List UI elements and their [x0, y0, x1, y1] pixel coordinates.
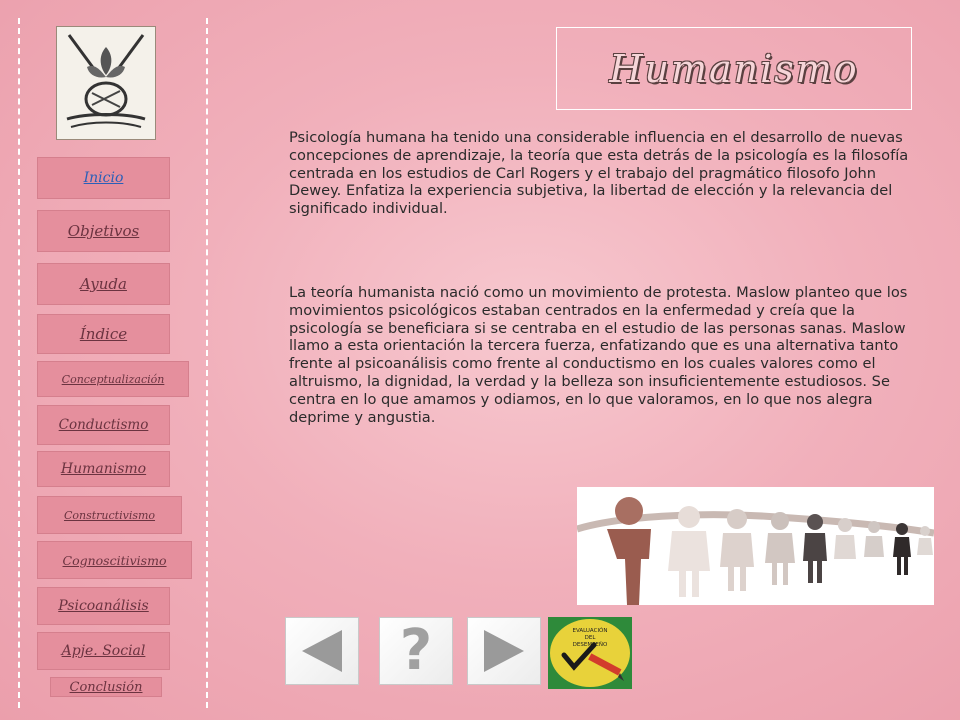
nav-ayuda[interactable]: Ayuda [37, 263, 170, 305]
paper-doll-chain [577, 487, 934, 605]
nav-apje-social[interactable]: Apje. Social [37, 632, 170, 670]
help-icon: ? [399, 618, 433, 683]
people-chain-image [577, 487, 934, 605]
nav-conductismo[interactable]: Conductismo [37, 405, 170, 445]
nav-cognoscitivismo[interactable]: Cognoscitivismo [37, 541, 192, 579]
nav-humanismo[interactable]: Humanismo [37, 451, 170, 487]
triangle-right-icon [474, 624, 534, 678]
nav-objetivos[interactable]: Objetivos [37, 210, 170, 252]
badge-line-3: DESEMPEÑO [572, 642, 608, 648]
back-button[interactable] [285, 617, 359, 685]
badge-line-2: DEL [584, 635, 596, 641]
page-title: Humanismo [609, 46, 859, 91]
paragraph-maslow: La teoría humanista nació como un movimiento de protesta. Maslow planteo que los movimientos psicológicos estaban centrados en la enfermedad y creía que la psicología se beneficiara si se centraba en el estudio de las personas sanas. Maslow llamo a esta orientación la tercera fuerza, enfatizando que es una alternativa tanto frente al psicoanálisis como frente al conductismo en los cuales valores como el altruismo, la dignidad, la verdad y la belleza son insuficientemente estudiosos. Se centra en lo que amamos y odiamos, en lo que valoramos, en lo que nos alegra deprime y angustia. [289, 284, 908, 426]
evaluation-badge-icon [548, 617, 632, 689]
institution-logo [56, 26, 156, 140]
title-box [556, 27, 912, 110]
forward-button[interactable] [467, 617, 541, 685]
paragraph-intro: Psicología humana ha tenido una considerable influencia en el desarrollo de nuevas concepciones de aprendizaje, la teoría que esta detrás de la psicología es la filosofía centrada en los estudios de Carl Rogers y el trabajo del pragmático filosofo John Dewey. Enfatiza la experiencia subjetiva, la libertad de elección y la relevancia del significado individual. [289, 129, 909, 218]
nav-psicoanalisis[interactable]: Psicoanálisis [37, 587, 170, 625]
help-button[interactable] [379, 617, 453, 685]
nav-conclusion[interactable]: Conclusión [50, 677, 162, 697]
triangle-left-icon [292, 624, 352, 678]
nav-conceptualizacion[interactable]: Conceptualización [37, 361, 189, 397]
nav-constructivismo[interactable]: Constructivismo [37, 496, 182, 534]
logo-emblem [57, 27, 155, 139]
nav-inicio[interactable]: Inicio [37, 157, 170, 199]
evaluation-badge-button[interactable] [548, 617, 632, 689]
nav-indice[interactable]: Índice [37, 314, 170, 354]
badge-line-1: EVALUACIÓN [572, 628, 608, 634]
